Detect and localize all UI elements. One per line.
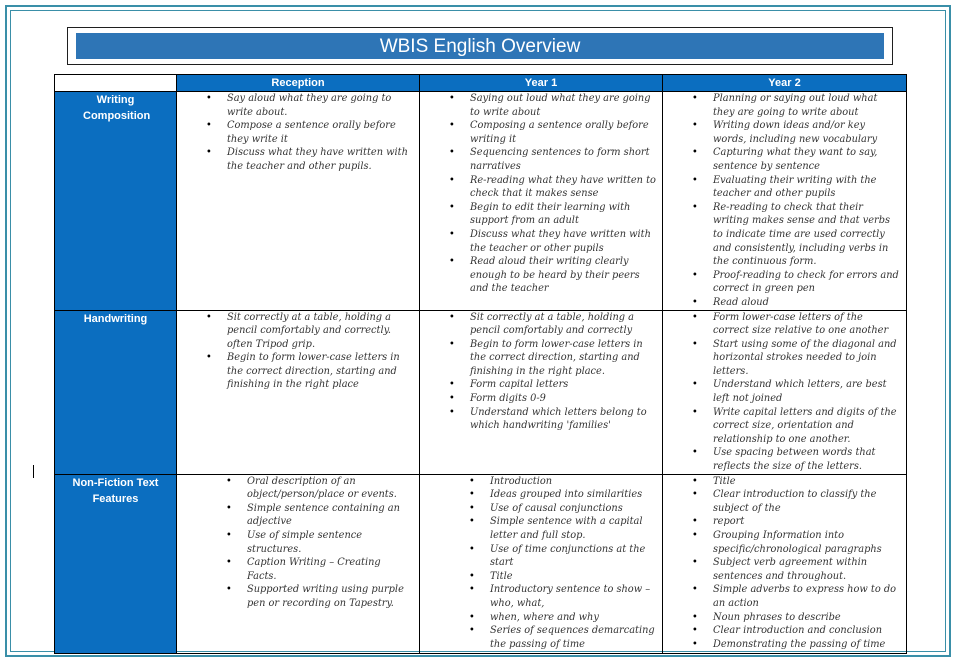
corner-cell <box>55 75 177 92</box>
list-item: • Writing down ideas and/or key words, including new vocabulary <box>713 119 900 146</box>
list-item: • Understand which letters, are best left not joined <box>713 378 900 405</box>
list-item: • Introduction <box>490 475 656 489</box>
list-item: • Evaluating their writing with the teacher and other pupils <box>713 174 900 201</box>
list-item: • Title <box>490 570 656 584</box>
cell-handwriting-year-2 <box>663 310 907 474</box>
list-item: • Form digits 0-9 <box>470 392 656 406</box>
title-box <box>67 27 893 65</box>
column-header-reception: Reception <box>177 75 420 92</box>
list-item: • Noun phrases to describe <box>713 611 902 625</box>
list-item: • Say aloud what they are going to write about. <box>227 92 413 119</box>
list-item: • Begin to form lower-case letters in the correct direction, starting and finishing in the right place. <box>470 338 656 379</box>
list-item: • Sequencing sentences to form short narratives <box>470 146 656 173</box>
cell-handwriting-year-1 <box>420 310 663 474</box>
list-item: • Read aloud their writing clearly enough to be heard by their peers and the teacher <box>470 255 656 296</box>
list-item: • Supported writing using purple pen or recording on Tapestry. <box>247 583 413 610</box>
list-item: • Ideas grouped into similarities <box>490 488 656 502</box>
row-header-handwriting: Handwriting <box>55 310 177 474</box>
list-item: • Series of sequences demarcating the passing of time <box>490 624 656 651</box>
list-item: • Sit correctly at a table, holding a pencil comfortably and correctly. often Tripod grip. <box>227 311 413 352</box>
list-item: • Simple sentence with a capital letter and full stop. <box>490 515 656 542</box>
list-item: • Sit correctly at a table, holding a pencil comfortably and correctly <box>470 311 656 338</box>
row-non-fiction <box>55 474 907 653</box>
cell-nonfiction-reception <box>177 474 420 653</box>
cell-writing-year-1 <box>420 92 663 311</box>
list-item: • Introductory sentence to show – who, what, <box>490 583 656 610</box>
column-header-year-2: Year 2 <box>663 75 907 92</box>
overview-table <box>54 74 907 654</box>
header-row <box>55 75 907 92</box>
list-item: • Clear introduction and conclusion <box>713 624 902 638</box>
row-header-non-fiction: Non-Fiction Text Features <box>55 474 177 653</box>
cell-nonfiction-year-1 <box>420 474 663 653</box>
list-item: • Subject verb agreement within sentences and throughout. <box>713 556 902 583</box>
list-item: • Proof-reading to check for errors and correct in green pen <box>713 269 900 296</box>
list-item: • Clear introduction to classify the subject of the <box>713 488 902 515</box>
list-item: • Form capital letters <box>470 378 656 392</box>
list-item: • Planning or saying out loud what they are going to write about <box>713 92 900 119</box>
list-item: • report <box>713 515 902 529</box>
list-item: • Start using some of the diagonal and horizontal strokes needed to join letters. <box>713 338 900 379</box>
list-item: • Caption Writing – Creating Facts. <box>247 556 413 583</box>
list-item: • Capturing what they want to say, sentence by sentence <box>713 146 900 173</box>
list-item: • Oral description of an object/person/place or events. <box>247 475 413 502</box>
row-handwriting <box>55 310 907 474</box>
list-item: • Discuss what they have written with the teacher or other pupils <box>470 228 656 255</box>
list-item: • Title <box>713 475 902 489</box>
column-header-year-1: Year 1 <box>420 75 663 92</box>
list-item: • Demonstrating the passing of time <box>713 638 902 652</box>
list-item: • Use of time conjunctions at the start <box>490 543 656 570</box>
list-item: • Re-reading to check that their writing makes sense and that verbs to indicate time are used correctly and consistently, including verbs in the continuous form. <box>713 201 900 269</box>
row-writing-composition <box>55 92 907 311</box>
list-item: • Re-reading what they have written to check that it makes sense <box>470 174 656 201</box>
list-item: • Saying out loud what they are going to write about <box>470 92 656 119</box>
list-item: • Begin to edit their learning with support from an adult <box>470 201 656 228</box>
list-item: • Grouping Information into specific/chronological paragraphs <box>713 529 902 556</box>
cell-writing-reception <box>177 92 420 311</box>
list-item: • Begin to form lower-case letters in the correct direction, starting and finishing in the right place <box>227 351 413 392</box>
list-item: • Use spacing between words that reflects the size of the letters. <box>713 446 900 473</box>
list-item: • Understand which letters belong to which handwriting 'families' <box>470 406 656 433</box>
list-item: • Write capital letters and digits of the correct size, orientation and relationship to one another. <box>713 406 900 447</box>
cell-writing-year-2 <box>663 92 907 311</box>
row-header-writing-composition: Writing Composition <box>55 92 177 311</box>
cell-handwriting-reception <box>177 310 420 474</box>
list-item: • Simple sentence containing an adjective <box>247 502 413 529</box>
page-title: WBIS English Overview <box>76 33 884 59</box>
list-item: • Form lower-case letters of the correct size relative to one another <box>713 311 900 338</box>
list-item: • Read aloud <box>713 296 900 310</box>
list-item: • Composing a sentence orally before writing it <box>470 119 656 146</box>
list-item: • Use of causal conjunctions <box>490 502 656 516</box>
list-item: • Compose a sentence orally before they write it <box>227 119 413 146</box>
list-item: • when, where and why <box>490 611 656 625</box>
text-cursor <box>33 465 34 478</box>
list-item: • Simple adverbs to express how to do an action <box>713 583 902 610</box>
list-item: • Use of simple sentence structures. <box>247 529 413 556</box>
cell-nonfiction-year-2 <box>663 474 907 653</box>
list-item: • Discuss what they have written with the teacher and other pupils. <box>227 146 413 173</box>
